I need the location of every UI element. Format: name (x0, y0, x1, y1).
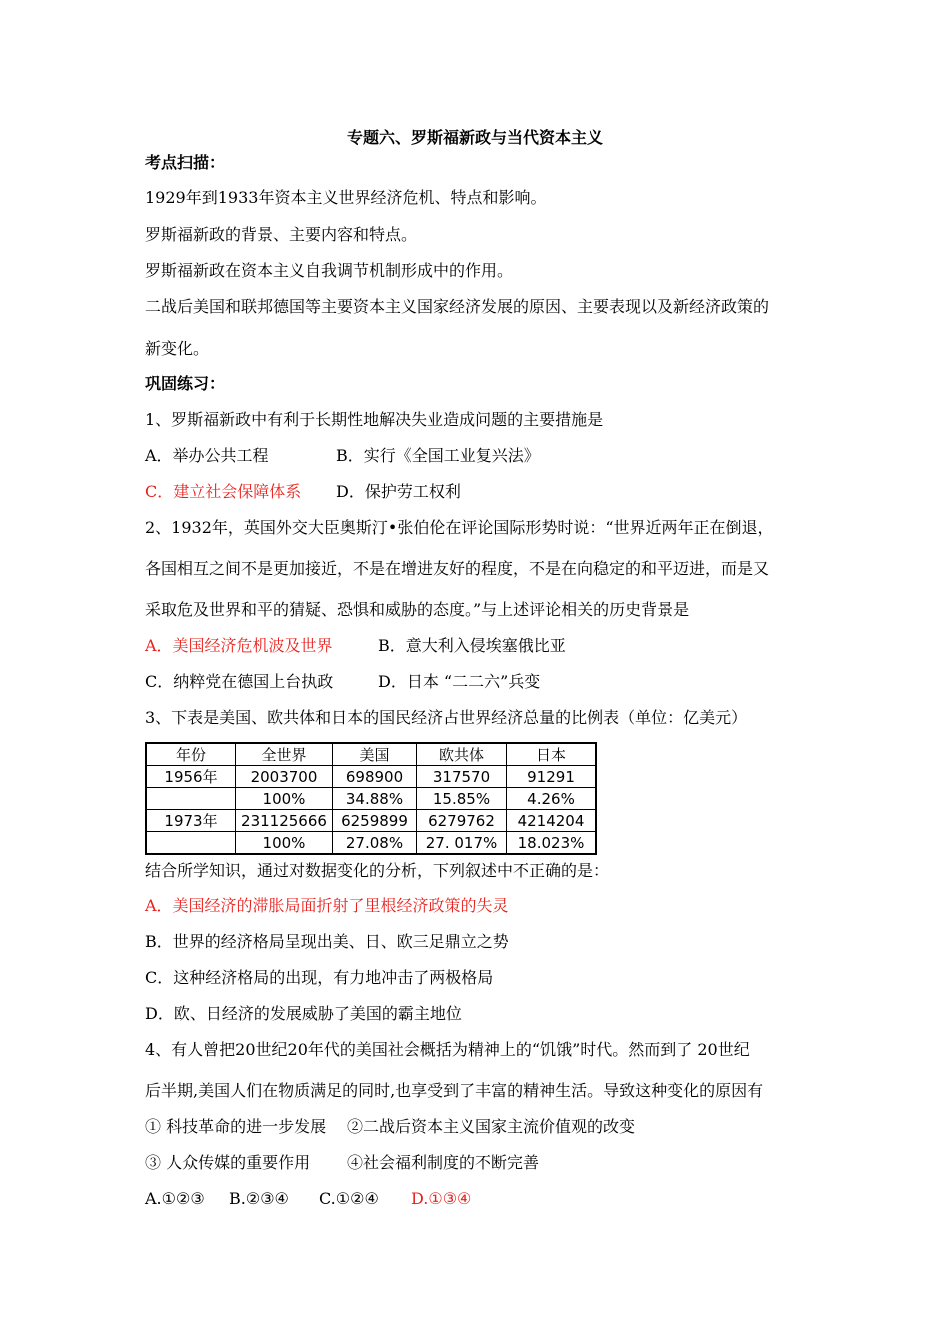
q3-option-a-answer: A．美国经济的滞胀局面折射了里根经济政策的失灵 (145, 896, 509, 915)
table-cell: 34.88% (333, 788, 417, 810)
q4-item: ②二战后资本主义国家主流价值观的改变 (347, 1117, 636, 1136)
table-header-cell: 年份 (146, 743, 236, 766)
q1-option-a: A．举办公共工程 (145, 446, 269, 465)
table-header-cell: 全世界 (236, 743, 333, 766)
table-row (146, 766, 596, 788)
table-cell: 4.26% (507, 788, 597, 810)
table-row (146, 832, 596, 855)
table-cell: 15.85% (417, 788, 507, 810)
q4-item: ④社会福利制度的不断完善 (347, 1153, 540, 1172)
table-cell: 27.08% (333, 832, 417, 855)
q4-item: ① 科技革命的进一步发展 (145, 1117, 327, 1136)
table-header-cell: 日本 (507, 743, 597, 766)
scan-item: 罗斯福新政的背景、主要内容和特点。 (145, 225, 418, 244)
practice-heading: 巩固练习： (145, 374, 226, 393)
q1-option-c-answer: C．建立社会保障体系 (145, 482, 302, 501)
table-cell: 231125666 (236, 810, 333, 832)
table-cell: 6259899 (333, 810, 417, 832)
page-title: 专题六、罗斯福新政与当代资本主义 (346, 128, 603, 147)
table-cell: 100% (236, 788, 333, 810)
q4-line: 4、有人曾把20世纪20年代的美国社会概括为精神上的“饥饿”时代。然而到了 20世纪 (145, 1040, 750, 1059)
q3-option-b: B．世界的经济格局呈现出美、日、欧三足鼎立之势 (145, 932, 509, 951)
q2-option-a-answer: A．美国经济危机波及世界 (145, 636, 333, 655)
table-cell: 1973年 (146, 810, 236, 832)
table-cell: 1956年 (146, 766, 236, 788)
table-cell (146, 832, 236, 855)
q1-option-d: D．保护劳工权利 (336, 482, 461, 501)
table-cell: 18.023% (507, 832, 597, 855)
scan-item: 罗斯福新政在资本主义自我调节机制形成中的作用。 (145, 261, 514, 280)
q4-option-b: B.②③④ (229, 1189, 289, 1208)
scan-item: 新变化。 (145, 339, 210, 358)
q4-option-d-answer: D.①③④ (411, 1189, 472, 1208)
table-cell: 6279762 (417, 810, 507, 832)
q2-option-d: D．日本 “二二六”兵变 (378, 672, 541, 691)
q3-option-d: D．欧、日经济的发展威胁了美国的霸主地位 (145, 1004, 462, 1023)
table-cell: 91291 (507, 766, 597, 788)
q1-stem: 1、罗斯福新政中有利于长期性地解决失业造成问题的主要措施是 (145, 410, 604, 429)
table-cell: 317570 (417, 766, 507, 788)
q3-after-table: 结合所学知识，通过对数据变化的分析，下列叙述中不正确的是： (145, 861, 610, 880)
table-cell: 4214204 (507, 810, 597, 832)
q2-line: 2、1932年，英国外交大臣奥斯汀•张伯伦在评论国际形势时说：“世界近两年正在倒退， (145, 518, 774, 537)
q3-stem: 3、下表是美国、欧共体和日本的国民经济占世界经济总量的比例表（单位：亿美元） (145, 708, 748, 727)
q4-item: ③ 人众传媒的重要作用 (145, 1153, 311, 1172)
q4-option-a: A.①②③ (145, 1189, 205, 1208)
scan-heading: 考点扫描： (145, 153, 226, 172)
scan-item: 二战后美国和联邦德国等主要资本主义国家经济发展的原因、主要表现以及新经济政策的 (145, 297, 770, 316)
q2-line: 采取危及世界和平的猜疑、恐惧和威胁的态度。”与上述评论相关的历史背景是 (145, 600, 690, 619)
table-row (146, 810, 596, 832)
q3-option-c: C．这种经济格局的出现，有力地冲击了两极格局 (145, 968, 494, 987)
q1-option-b: B．实行《全国工业复兴法》 (336, 446, 540, 465)
table-cell (146, 788, 236, 810)
q2-option-c: C．纳粹党在德国上台执政 (145, 672, 334, 691)
q2-line: 各国相互之间不是更加接近，不是在增进友好的程度，不是在向稳定的和平迈进，而是又 (145, 559, 770, 578)
table-header-cell: 美国 (333, 743, 417, 766)
q4-line: 后半期,美国人们在物质满足的同时,也享受到了丰富的精神生活。导致这种变化的原因有 (145, 1081, 764, 1100)
table-cell: 27. 017% (417, 832, 507, 855)
table-row (146, 788, 596, 810)
table-header-row (146, 743, 596, 766)
table-cell: 100% (236, 832, 333, 855)
q4-option-c: C.①②④ (319, 1189, 379, 1208)
economy-table (145, 742, 597, 855)
table-header-cell: 欧共体 (417, 743, 507, 766)
table-cell: 2003700 (236, 766, 333, 788)
table-cell: 698900 (333, 766, 417, 788)
scan-item: 1929年到1933年资本主义世界经济危机、特点和影响。 (145, 188, 547, 207)
q2-option-b: B．意大利入侵埃塞俄比亚 (378, 636, 566, 655)
